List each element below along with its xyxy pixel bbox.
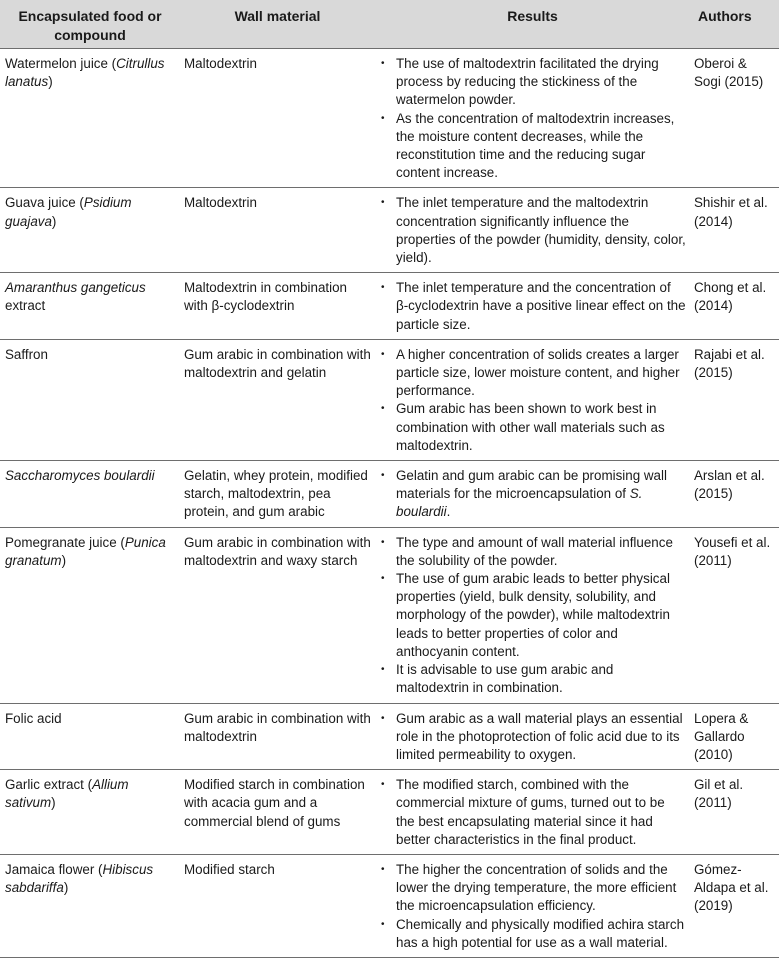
results-cell bbox=[375, 527, 690, 703]
result-item: • Gelatin and gum arabic can be promising wall materials for the microencapsulation of S. boulardii. bbox=[380, 467, 686, 522]
wall-cell: Gelatin, whey protein, modified starch, maltodextrin, pea protein, and gum arabic bbox=[184, 468, 368, 520]
table-row bbox=[0, 854, 779, 957]
result-item: • As the concentration of maltodextrin increases, the moisture content decreases, while the reconstitution time and the reducing sugar content increase. bbox=[380, 110, 686, 183]
wall-cell: Maltodextrin in combination with β-cyclodextrin bbox=[184, 280, 348, 314]
result-item: • It is advisable to use gum arabic and maltodextrin in combination. bbox=[380, 661, 686, 697]
result-item: • The inlet temperature and the concentration of β-cyclodextrin have a positive linear effect on the particle size. bbox=[380, 279, 686, 334]
food-cell: Saffron bbox=[5, 346, 48, 362]
wall-cell: Maltodextrin bbox=[184, 56, 257, 71]
results-cell bbox=[375, 854, 690, 957]
food-cell: Saccharomyces boulardii bbox=[5, 468, 155, 484]
result-item: • The use of maltodextrin facilitated the drying process by reducing the stickiness of the watermelon powder. bbox=[380, 55, 686, 110]
authors-cell: Arslan et al. (2015) bbox=[694, 468, 765, 502]
authors-cell: Lopera & Gallardo (2010) bbox=[694, 710, 749, 762]
result-item: • A higher concentration of solids creates a larger particle size, lower moisture content, and higher performance. bbox=[380, 346, 686, 401]
authors-cell: Rajabi et al. (2015) bbox=[694, 346, 765, 381]
wall-cell: Gum arabic in combination with maltodextrin bbox=[184, 710, 371, 744]
food-cell: Folic acid bbox=[5, 710, 62, 726]
table-row bbox=[0, 703, 779, 770]
header-wall: Wall material bbox=[234, 8, 321, 24]
authors-cell: Gil et al. (2011) bbox=[694, 777, 744, 811]
authors-cell: Shishir et al. (2014) bbox=[694, 195, 768, 229]
table-row bbox=[0, 49, 779, 188]
table-row bbox=[0, 527, 779, 703]
food-cell: Amaranthus gangeticus extract bbox=[5, 280, 146, 314]
results-cell bbox=[375, 273, 690, 340]
table-row bbox=[0, 339, 779, 460]
authors-cell: Oberoi & Sogi (2015) bbox=[694, 56, 764, 90]
food-cell: Watermelon juice (Citrullus lanatus) bbox=[5, 56, 165, 90]
wall-cell: Modified starch bbox=[184, 861, 275, 877]
result-item: • The modified starch, combined with the commercial mixture of gums, turned out to be the best encapsulating material since it had better characteristics in the final product. bbox=[380, 776, 686, 849]
results-cell bbox=[375, 703, 690, 770]
result-item: • The higher the concentration of solids and the lower the drying temperature, the more efficient the microencapsulation efficiency. bbox=[380, 861, 686, 916]
result-item: • The type and amount of wall material influence the solubility of the powder. bbox=[380, 534, 686, 570]
food-cell: Jamaica flower (Hibiscus sabdariffa) bbox=[5, 861, 154, 896]
result-item: • Chemically and physically modified achira starch has a high potential for use as a wall material. bbox=[380, 916, 686, 952]
header-authors: Authors bbox=[698, 8, 752, 24]
authors-cell: Chong et al. (2014) bbox=[694, 280, 767, 314]
table-row bbox=[0, 770, 779, 855]
table-row bbox=[0, 273, 779, 340]
results-cell bbox=[375, 188, 690, 273]
results-cell bbox=[375, 339, 690, 460]
result-item: • Gum arabic as a wall material plays an essential role in the photoprotection of folic acid due to its limited permeability to oxygen. bbox=[380, 710, 686, 765]
header-results: Results bbox=[507, 8, 558, 24]
table-row bbox=[0, 461, 779, 528]
food-cell: Pomegranate juice (Punica granatum) bbox=[5, 534, 166, 568]
results-cell bbox=[375, 770, 690, 855]
wall-cell: Gum arabic in combination with maltodextrin and waxy starch bbox=[184, 534, 371, 568]
wall-cell: Gum arabic in combination with maltodextrin and gelatin bbox=[184, 346, 371, 381]
results-cell bbox=[375, 49, 690, 188]
authors-cell: Gómez-Aldapa et al. (2019) bbox=[694, 861, 769, 914]
food-cell: Garlic extract (Allium sativum) bbox=[5, 777, 129, 811]
result-item: • The inlet temperature and the maltodextrin concentration significantly influence the properties of the powder (humidity, density, color, yield). bbox=[380, 194, 686, 267]
result-item: • The use of gum arabic leads to better physical properties (yield, bulk density, solubility, and morphology of the powder), while maltodextrin leads to better properties of color and anthocyanin content. bbox=[380, 570, 686, 661]
table-row bbox=[0, 188, 779, 273]
results-cell bbox=[375, 461, 690, 528]
wall-cell: Maltodextrin bbox=[184, 195, 257, 211]
food-cell: Guava juice (Psidium guajava) bbox=[5, 195, 132, 229]
header-row bbox=[0, 0, 779, 49]
wall-cell: Modified starch in combination with acacia gum and a commercial blend of gums bbox=[184, 777, 365, 829]
authors-cell: Yousefi et al. (2011) bbox=[694, 534, 771, 568]
result-item: • Gum arabic has been shown to work best in combination with other wall materials such as maltodextrin. bbox=[380, 400, 686, 455]
header-food: Encapsulated food or compound bbox=[18, 8, 162, 43]
